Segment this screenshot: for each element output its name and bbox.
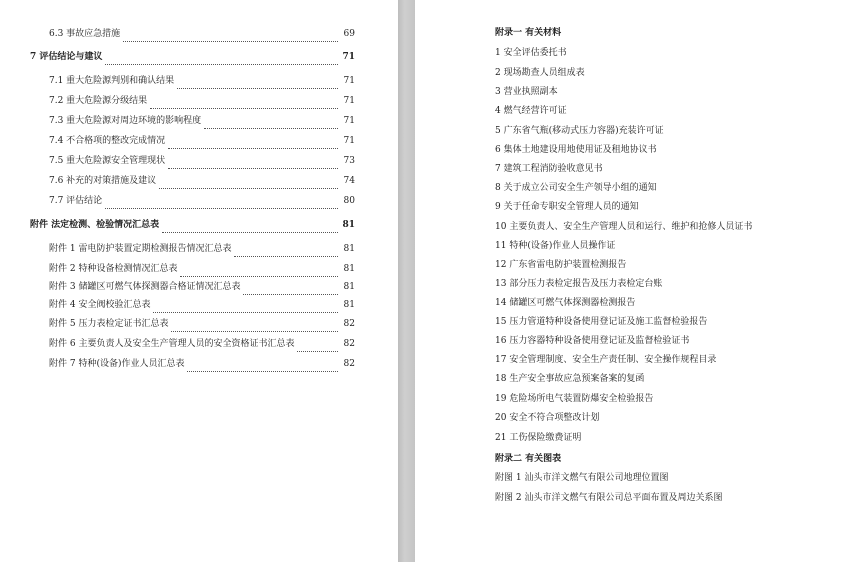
- toc-leader-dots: [168, 158, 338, 169]
- toc-entry: [30, 217, 355, 233]
- appendix-item: 4 燃气经营许可证: [495, 106, 567, 116]
- toc-entry-title: 附件 5 压力表检定证书汇总表: [49, 319, 169, 329]
- appendix-item: 8 关于成立公司安全生产领导小组的通知: [495, 183, 657, 193]
- toc-entry-title: 7.5 重大危险源安全管理现状: [49, 156, 166, 166]
- toc-entry-page: 82: [343, 359, 355, 369]
- toc-leader-dots: [180, 266, 338, 277]
- toc-entry-page: 73: [343, 156, 355, 166]
- appendix-item: 20 安全不符合项整改计划: [495, 413, 600, 423]
- toc-entry-page: 80: [343, 196, 355, 206]
- toc-entry: [49, 26, 355, 42]
- appendix-item: 11 特种(设备)作业人员操作证: [495, 241, 616, 251]
- toc-entry: [30, 49, 355, 65]
- toc-entry-page: 69: [343, 29, 355, 39]
- appendix-item: 2 现场勘查人员组成表: [495, 68, 585, 78]
- appendix-item: 15 压力管道特种设备使用登记证及施工监督检验报告: [495, 317, 708, 327]
- toc-entry-page: 71: [343, 76, 355, 86]
- toc-entry-page: 81: [343, 282, 355, 292]
- toc-entry-title: 7.3 重大危险源对周边环境的影响程度: [49, 116, 202, 126]
- appendix-item: 16 压力容器特种设备使用登记证及监督检验证书: [495, 336, 690, 346]
- toc-leader-dots: [159, 178, 338, 189]
- appendix-item: 附图 2 汕头市洋文燃气有限公司总平面布置及周边关系图: [495, 493, 723, 503]
- toc-entry-page: 71: [343, 116, 355, 126]
- appendix-item: 13 部分压力表检定报告及压力表检定台账: [495, 279, 663, 289]
- toc-entry: [49, 113, 355, 129]
- toc-leader-dots: [204, 118, 338, 129]
- toc-entry: [49, 336, 355, 352]
- toc-entry-title: 附件 4 安全阀校验汇总表: [49, 300, 151, 310]
- toc-leader-dots: [105, 54, 338, 65]
- toc-entry: [49, 93, 355, 109]
- appendix-heading: 附录二 有关图表: [495, 454, 562, 464]
- toc-entry: [49, 153, 355, 169]
- toc-entry: [49, 279, 355, 295]
- toc-entry: [49, 297, 355, 313]
- toc-entry-page: 71: [342, 52, 355, 62]
- toc-entry-title: 7.7 评估结论: [49, 196, 103, 206]
- toc-entry-page: 81: [343, 244, 355, 254]
- toc-entry: [49, 133, 355, 149]
- page-gutter: [398, 0, 415, 562]
- toc-entry-page: 82: [343, 319, 355, 329]
- toc-entry-title: 7.6 补充的对策措施及建议: [49, 176, 157, 186]
- toc-entry: [49, 73, 355, 89]
- toc-leader-dots: [162, 222, 338, 233]
- toc-entry-page: 81: [343, 264, 355, 274]
- appendix-item: 6 集体土地建设用地使用证及租地协议书: [495, 145, 657, 155]
- toc-entry-title: 附件 3 储罐区可燃气体探测器合格证情况汇总表: [49, 282, 241, 292]
- appendix-item: 9 关于任命专职安全管理人员的通知: [495, 202, 639, 212]
- toc-entry-title: 7.2 重大危险源分级结果: [49, 96, 148, 106]
- toc-entry-title: 附件 2 特种设备检测情况汇总表: [49, 264, 178, 274]
- toc-entry-title: 7 评估结论与建议: [30, 52, 103, 62]
- toc-entry-page: 81: [342, 220, 355, 230]
- toc-entry-title: 附件 7 特种(设备)作业人员汇总表: [49, 359, 185, 369]
- appendix-item: 10 主要负责人、安全生产管理人员和运行、维护和抢修人员证书: [495, 222, 753, 232]
- toc-entry-page: 82: [343, 339, 355, 349]
- appendix-item: 3 营业执照副本: [495, 87, 558, 97]
- toc-entry-title: 附件 6 主要负责人及安全生产管理人员的安全资格证书汇总表: [49, 339, 295, 349]
- toc-leader-dots: [297, 341, 338, 352]
- appendix-item: 5 广东省气瓶(移动式压力容器)充装许可证: [495, 126, 664, 136]
- toc-entry: [49, 261, 355, 277]
- toc-entry: [49, 356, 355, 372]
- appendix-item: 14 储罐区可燃气体探测器检测报告: [495, 298, 636, 308]
- appendix-item: 7 建筑工程消防验收意见书: [495, 164, 603, 174]
- toc-entry: [49, 193, 355, 209]
- toc-entry-page: 71: [343, 96, 355, 106]
- toc-entry: [49, 173, 355, 189]
- toc-leader-dots: [234, 246, 338, 257]
- toc-leader-dots: [105, 198, 338, 209]
- appendix-item: 附图 1 汕头市洋文燃气有限公司地理位置图: [495, 473, 669, 483]
- toc-entry-title: 7.1 重大危险源判别和确认结果: [49, 76, 175, 86]
- toc-entry-title: 6.3 事故应急措施: [49, 29, 121, 39]
- appendix-item: 1 安全评估委托书: [495, 48, 567, 58]
- toc-leader-dots: [187, 361, 338, 372]
- toc-entry-title: 附件 法定检测、检验情况汇总表: [30, 220, 160, 230]
- toc-leader-dots: [153, 302, 338, 313]
- appendix-item: 21 工伤保险缴费证明: [495, 433, 582, 443]
- toc-leader-dots: [171, 321, 338, 332]
- toc-entry: [49, 316, 355, 332]
- toc-entry-page: 81: [343, 300, 355, 310]
- appendix-item: 12 广东省雷电防护装置检测报告: [495, 260, 627, 270]
- appendix-item: 18 生产安全事故应急预案备案的复函: [495, 374, 645, 384]
- toc-entry-title: 7.4 不合格项的整改完成情况: [49, 136, 166, 146]
- toc-leader-dots: [150, 98, 338, 109]
- toc-entry: [49, 241, 355, 257]
- appendix-heading: 附录一 有关材料: [495, 28, 562, 38]
- appendix-item: 19 危险场所电气装置防爆安全检验报告: [495, 394, 654, 404]
- toc-entry-page: 71: [343, 136, 355, 146]
- toc-leader-dots: [123, 31, 338, 42]
- appendix-item: 17 安全管理制度、安全生产责任制、安全操作规程目录: [495, 355, 717, 365]
- toc-leader-dots: [243, 284, 338, 295]
- toc-entry-page: 74: [343, 176, 355, 186]
- toc-leader-dots: [177, 78, 338, 89]
- toc-leader-dots: [168, 138, 338, 149]
- toc-entry-title: 附件 1 雷电防护装置定期检测报告情况汇总表: [49, 244, 232, 254]
